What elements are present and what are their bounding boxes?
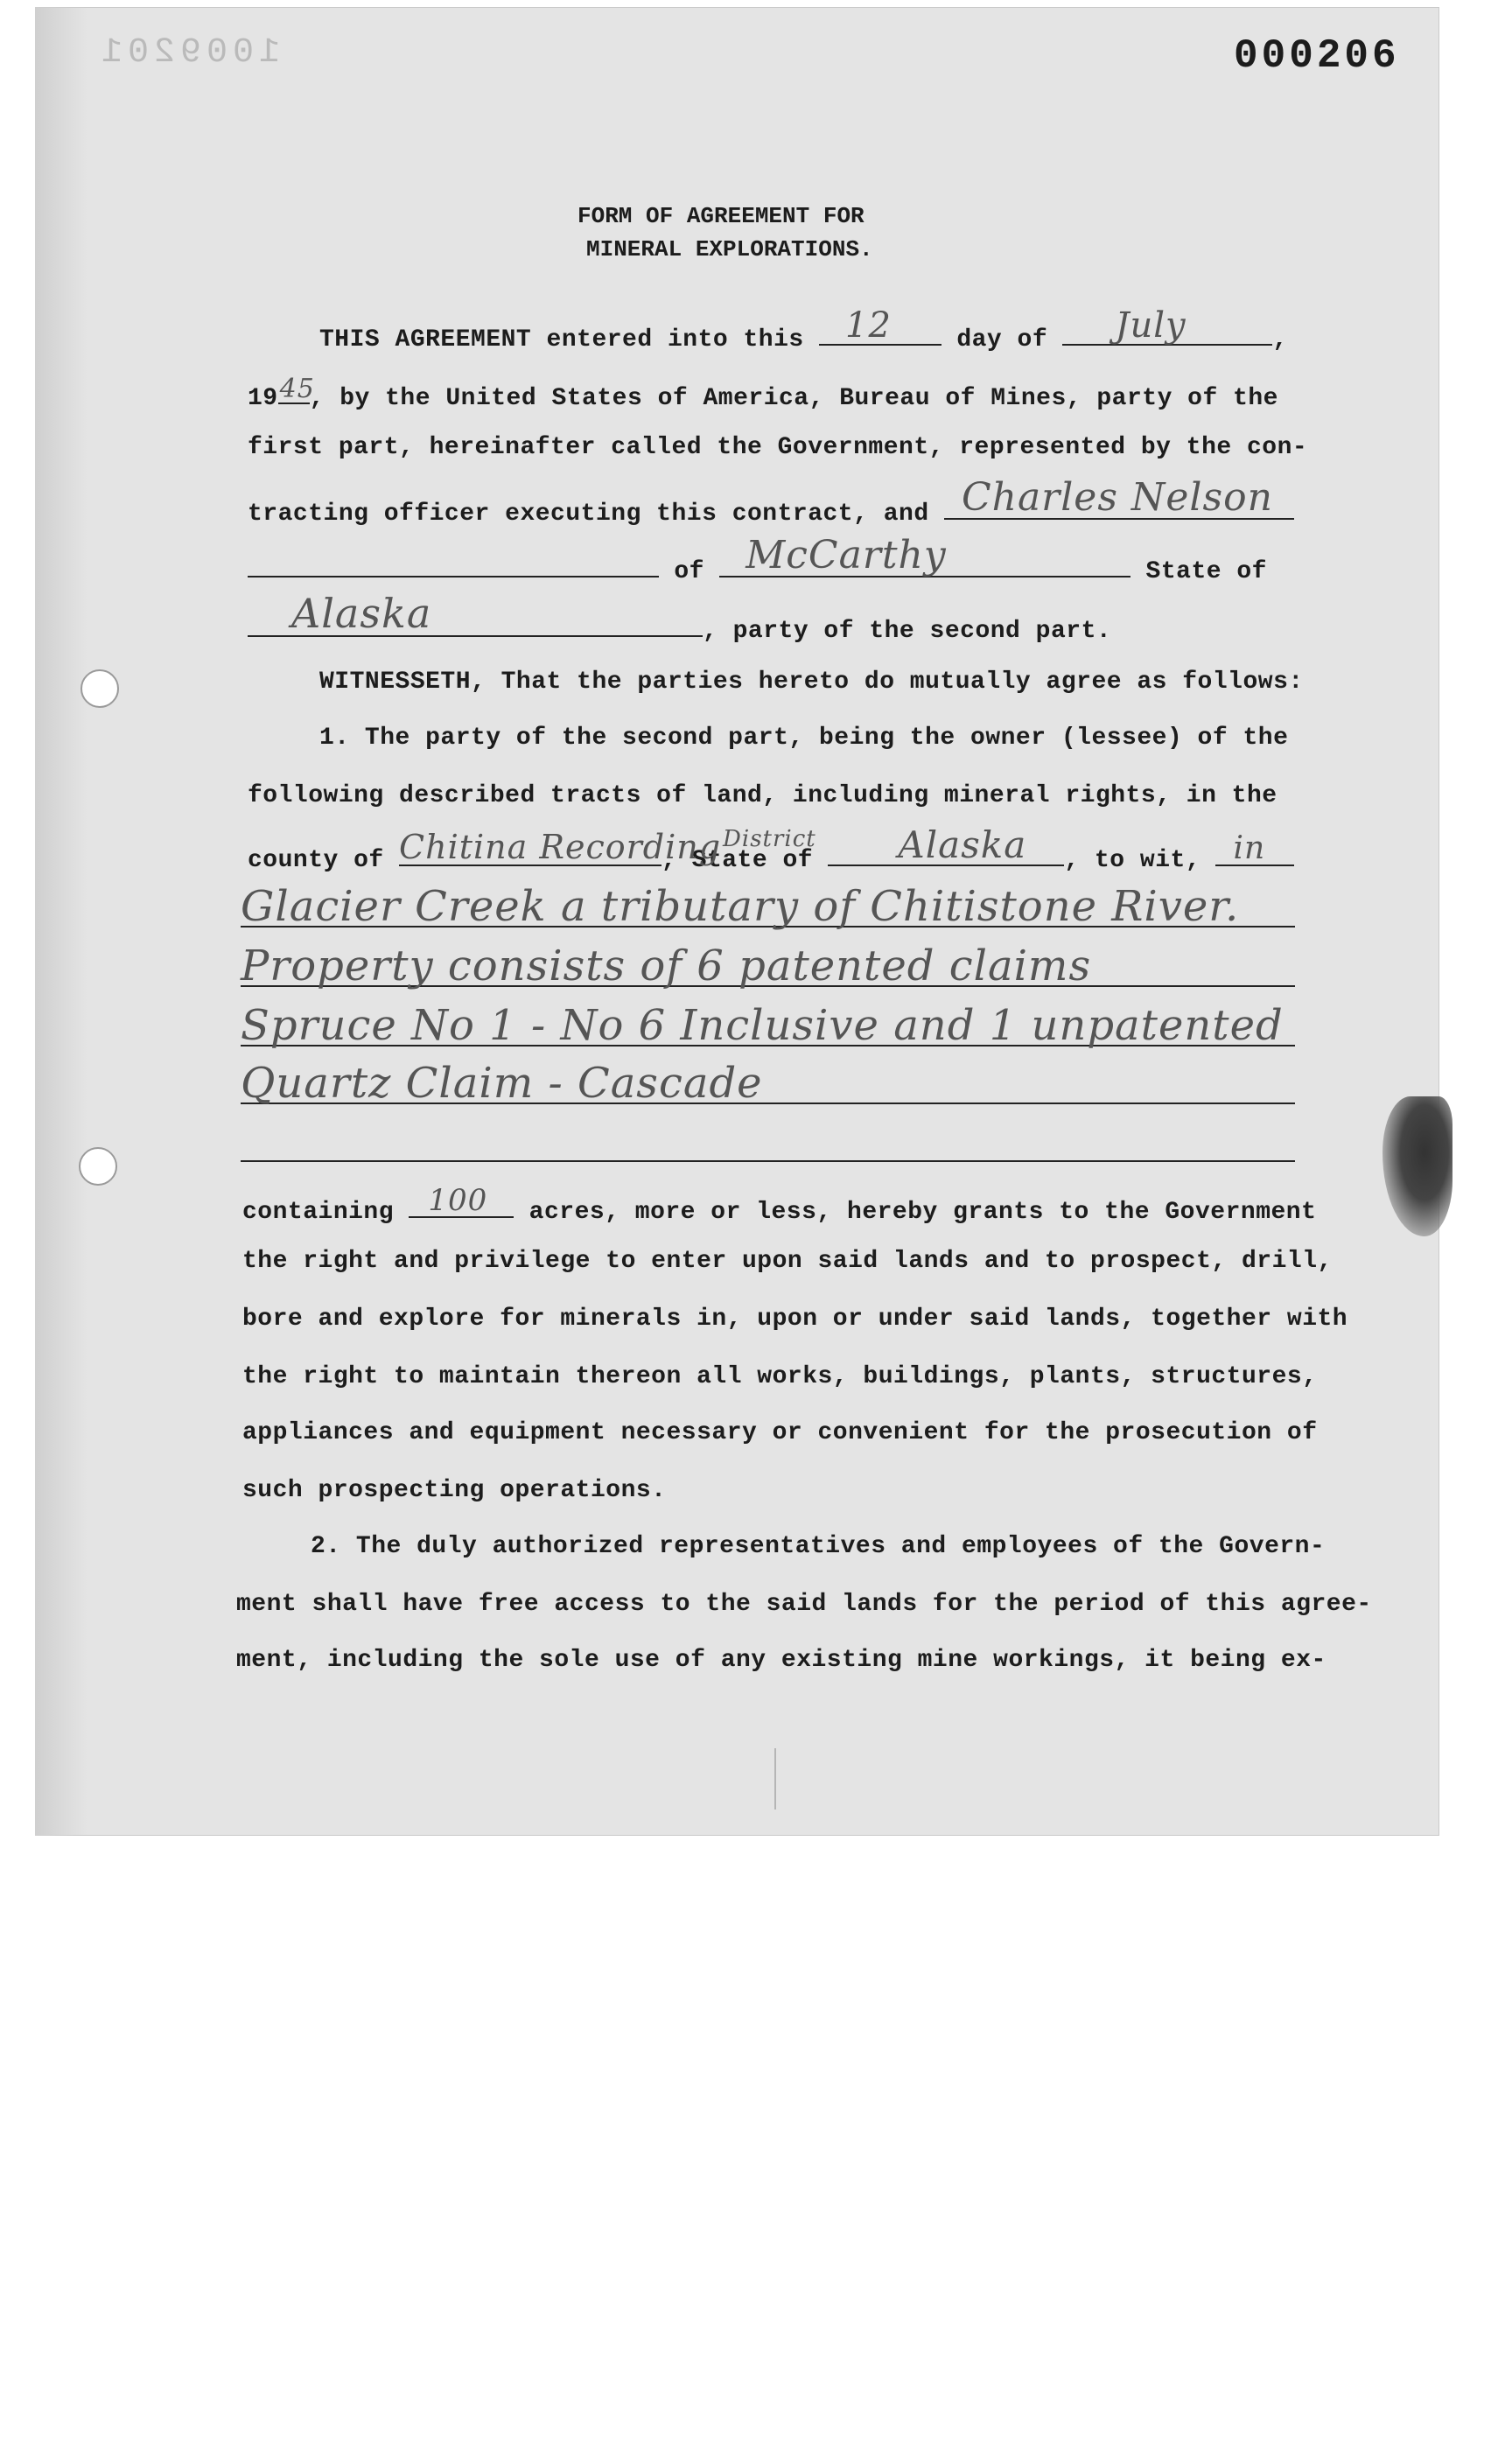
agreement-line-4: tracting officer executing this contract, and Charles Nelson	[248, 492, 1294, 528]
description-line-1: Glacier Creek a tributary of Chitistone River.	[241, 882, 1295, 928]
clause-1-line-k: appliances and equipment necessary or convenient for the prosecution of	[242, 1419, 1318, 1446]
county-blank	[399, 826, 816, 866]
year-blank	[278, 374, 315, 404]
clause-1-line-i: bore and explore for minerals in, upon or under said lands, together with	[242, 1306, 1348, 1333]
contractor-blank	[944, 475, 1294, 520]
agreement-line-2: 19 45 , by the United States of America, Bureau of Mines, party of the	[248, 374, 1278, 412]
paper-crease	[774, 1748, 776, 1810]
clause-1-line-j: the right to maintain thereon all works, buildings, plants, structures,	[242, 1363, 1318, 1390]
state-blank	[248, 590, 703, 637]
title-line-1: FORM OF AGREEMENT FOR	[578, 203, 864, 229]
clause-2-line-3: ment, including the sole use of any existing mine workings, it being ex-	[236, 1647, 1326, 1674]
contractor-handwritten: Charles Nelson	[961, 475, 1273, 520]
punch-hole-bottom	[79, 1147, 117, 1186]
clause-2-line-2: ment shall have free access to the said lands for the period of this agree-	[236, 1591, 1372, 1618]
towit-handwritten: in	[1233, 830, 1266, 866]
clause-1-line-2: following described tracts of land, including mineral rights, in the	[248, 782, 1278, 809]
clause-1-line-l: such prospecting operations.	[242, 1477, 667, 1504]
town-handwritten: McCarthy	[746, 533, 947, 578]
clause-1-line-containing: containing 100 acres, more or less, hereby grants to the Government	[242, 1183, 1317, 1226]
punch-hole-top	[80, 669, 119, 708]
agreement-line-5: of McCarthy State of	[248, 550, 1267, 585]
clause-1-line-h: the right and privilege to enter upon said lands and to prospect, drill,	[242, 1248, 1333, 1275]
witnesseth-line: WITNESSETH, That the parties hereto do mutually agree as follows:	[319, 668, 1304, 696]
month-blank	[1062, 305, 1272, 346]
contractor-blank-2	[248, 550, 659, 578]
description-line-5	[241, 1116, 1295, 1162]
day-blank	[819, 305, 942, 346]
document-title	[35, 200, 1439, 266]
description-line-4: Quartz Claim - Cascade	[241, 1059, 1295, 1104]
ink-smudge	[1382, 1096, 1452, 1236]
state-handwritten: Alaska	[291, 590, 432, 637]
agreement-line-3: first part, hereinafter called the Government, represented by the con-	[248, 434, 1308, 461]
month-handwritten: July	[1115, 305, 1186, 346]
state2-blank	[828, 823, 1064, 866]
title-line-2: MINERAL EXPLORATIONS.	[586, 236, 873, 262]
clause-2-line-1: 2. The duly authorized representatives and employees of the Govern-	[311, 1533, 1326, 1560]
agreement-line-1: THIS AGREEMENT entered into this 12 day of July ,	[319, 305, 1288, 354]
year-handwritten: 45	[279, 374, 315, 404]
state2-handwritten: Alaska	[898, 823, 1027, 866]
towit-blank	[1215, 830, 1294, 866]
acres-handwritten: 100	[428, 1183, 488, 1218]
description-line-2: Property consists of 6 patented claims	[241, 942, 1295, 987]
clause-1-line-3: county of Chitina Recording District , State of Alaska , to wit, in	[248, 838, 1294, 874]
day-handwritten: 12	[845, 305, 892, 346]
bleed-through-number: 1009201	[96, 33, 281, 73]
description-line-3: Spruce No 1 - No 6 Inclusive and 1 unpatented	[241, 1001, 1295, 1046]
serial-number: 000206	[1234, 33, 1400, 79]
acres-blank	[409, 1183, 514, 1218]
agreement-line-6: Alaska , party of the second part.	[248, 609, 1111, 645]
district-handwritten: District	[723, 826, 816, 852]
clause-1-line-1: 1. The party of the second part, being the owner (lessee) of the	[319, 724, 1289, 752]
county-handwritten: Chitina Recording	[399, 828, 722, 866]
document-page	[35, 7, 1439, 1836]
